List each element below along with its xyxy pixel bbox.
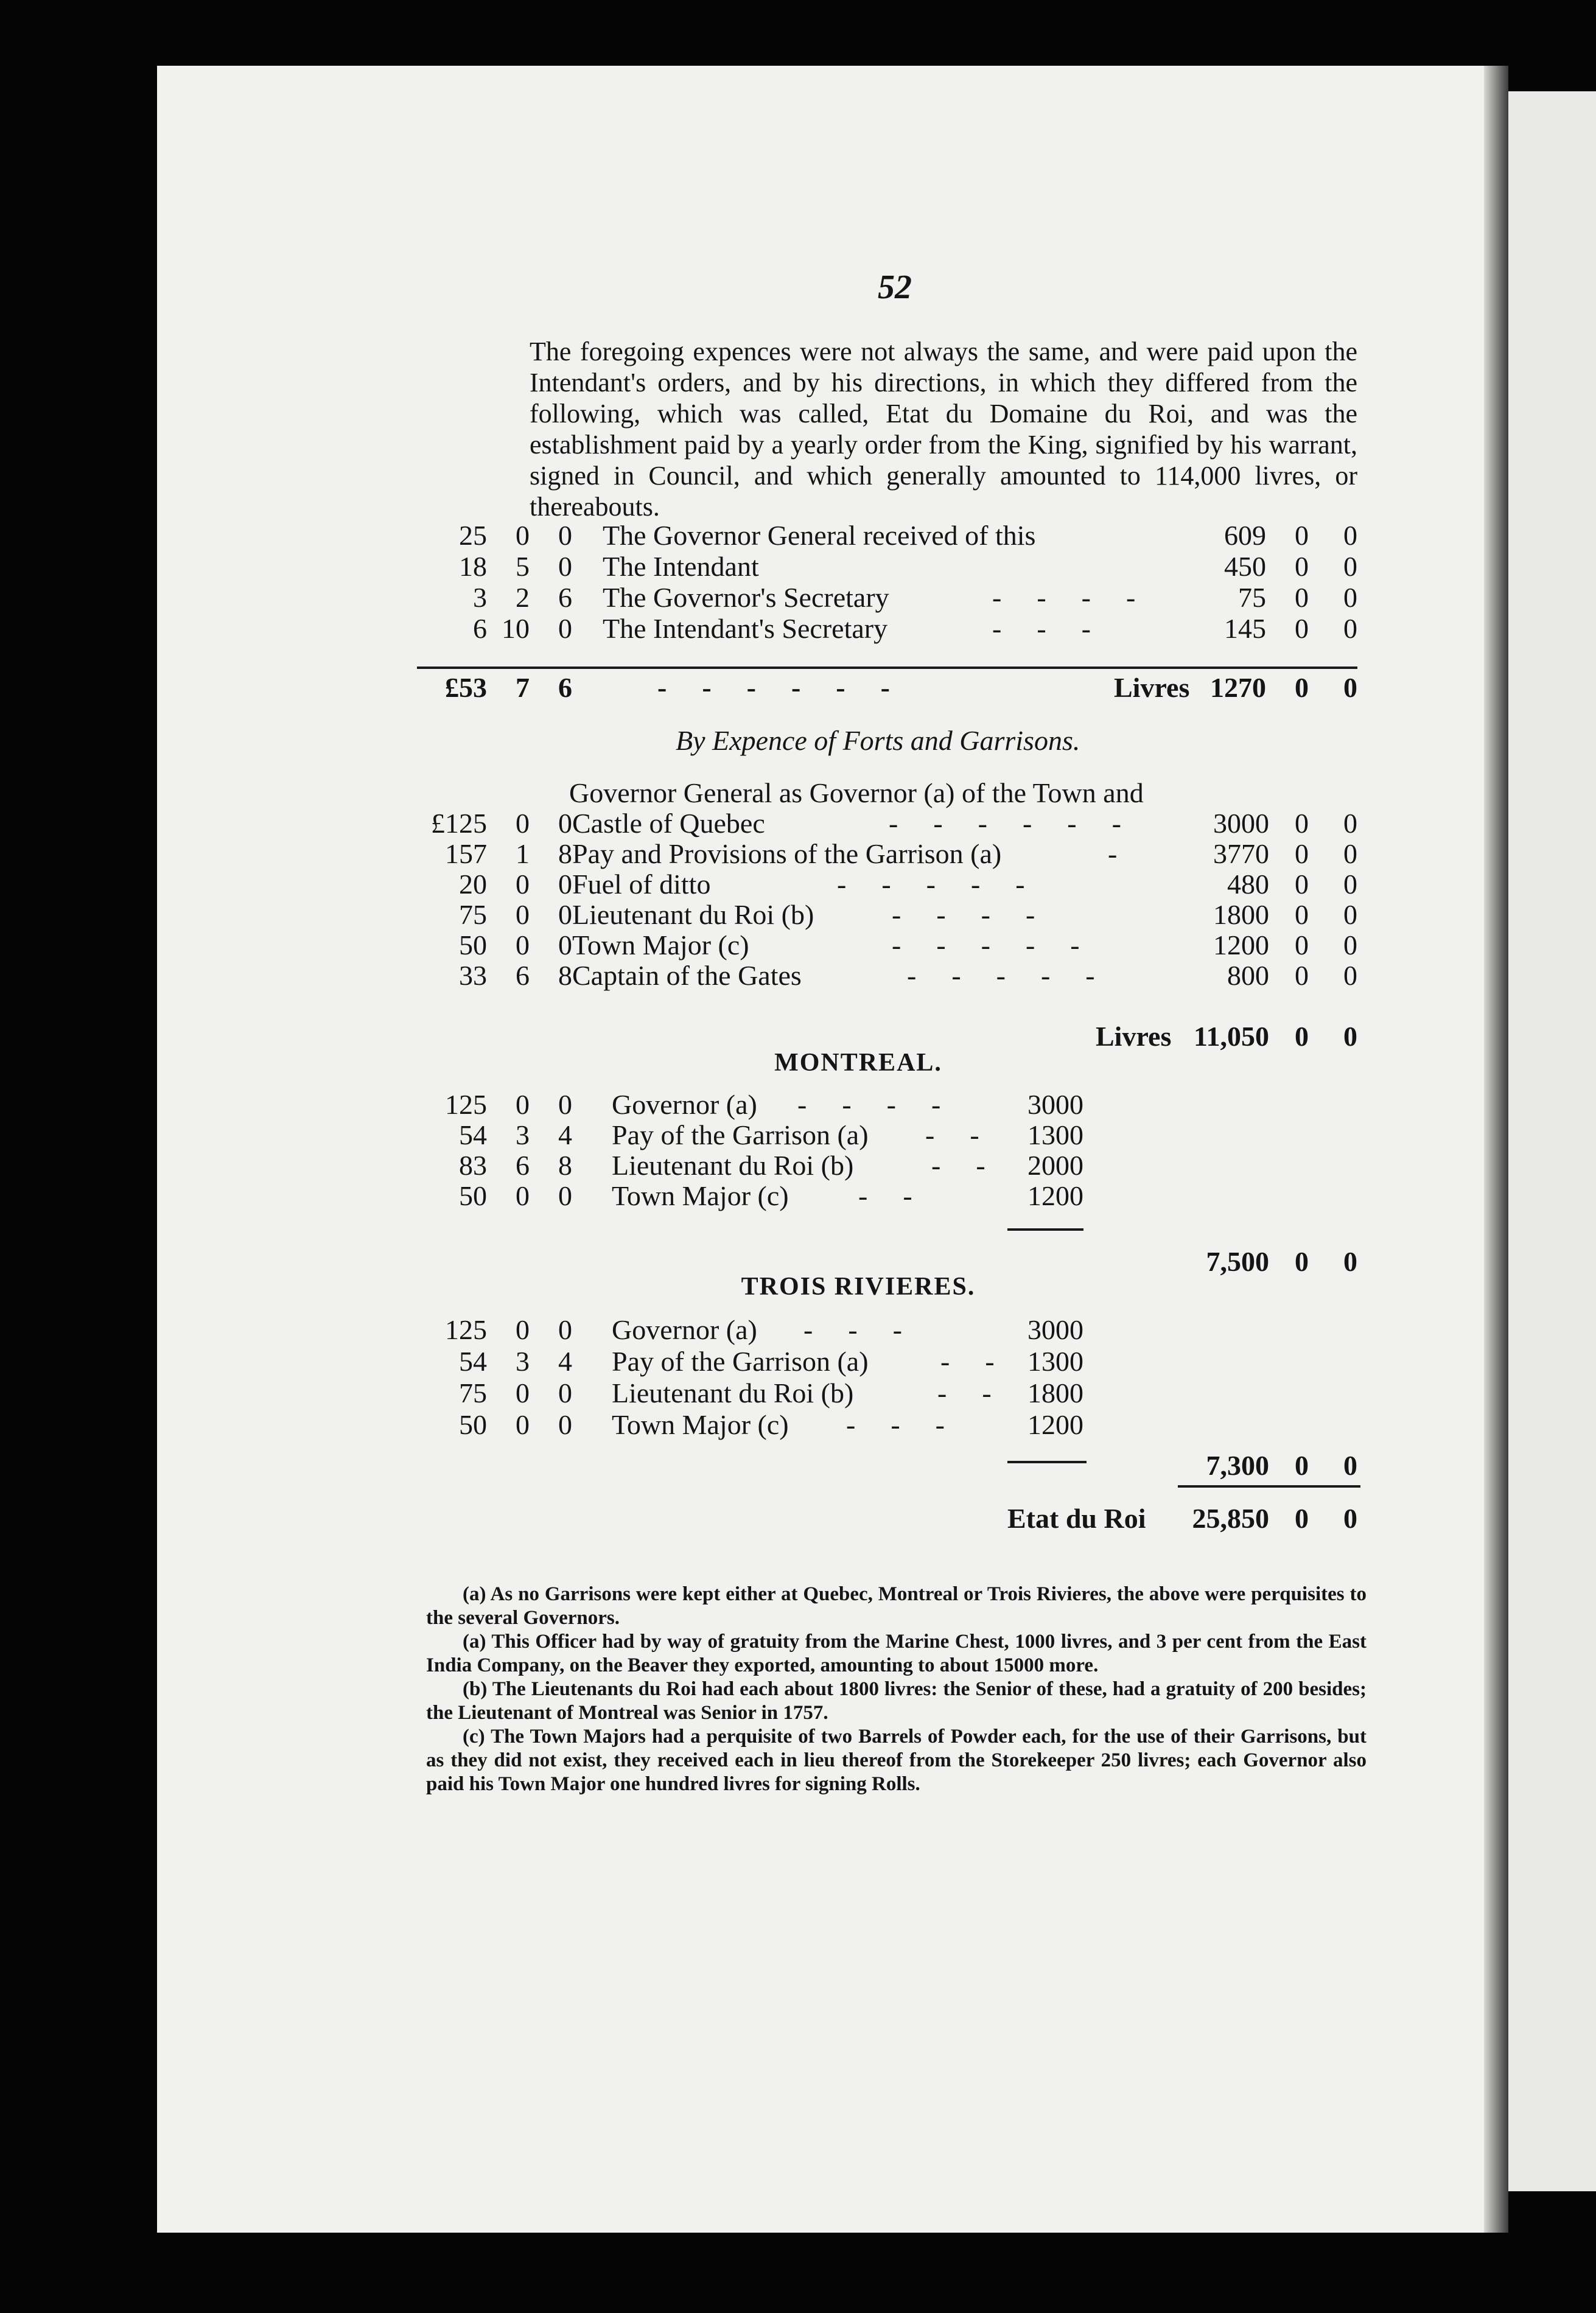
pence-cell: 0 [558,1089,572,1120]
col-b-cell: 0 [1343,520,1357,551]
col-b-cell: 0 [1343,808,1357,839]
col-a-cell: 0 [1295,869,1309,900]
footnote: (b) The Lieutenants du Roi had each about 1800 livres: the Senior of these, had a gratuity of 200 besides; the Lieutenant of Montreal was Senior in 1757. [426,1678,1367,1724]
pence-cell: 0 [558,899,572,930]
livres-cell: 3770 [1213,838,1269,869]
pounds-cell: 25 [459,520,487,551]
pence-cell: 0 [558,551,572,582]
pounds-cell: 3 [473,582,487,613]
total-col-b: 0 [1343,672,1357,703]
leader-dots: ---- [992,582,1171,613]
livres-cell: 3000 [1027,1089,1083,1120]
livres-cell: 1800 [1027,1377,1083,1408]
pounds-cell: 50 [459,1180,487,1211]
shillings-cell: 2 [516,582,530,613]
intro-paragraph: The foregoing expences were not always the same, and were paid upon the Intendant's orders, and by his directions, in which they differed from the following, which was called, Etat du Domaine du Roi, and was the establishment paid by a yearly order from the King, signified by his warrant, signed in Council, and which generally amounted to 114,000 livres, or thereabouts. [530,337,1357,522]
shillings-cell: 0 [516,1314,530,1345]
shillings-cell: 5 [516,551,530,582]
page-gutter-shadow [1484,66,1508,2233]
pounds-cell: 54 [459,1119,487,1150]
montreal-total-b: 0 [1343,1246,1357,1277]
pence-cell: 4 [558,1119,572,1150]
leader-dots: ------ [657,672,925,703]
grand-total-label: Etat du Roi [1007,1503,1146,1534]
pounds-cell: 33 [459,960,487,991]
col-b-cell: 0 [1343,582,1357,613]
shillings-cell: 0 [516,869,530,900]
leader-dots: ---- [892,899,1071,930]
pence-cell: 6 [558,582,572,613]
leader-dots: --- [803,1314,937,1345]
leader-dots: -- [940,1346,1030,1377]
pounds-cell: 54 [459,1346,487,1377]
item-label: Lieutenant du Roi (b) [612,1377,854,1408]
leader-dots: ----- [837,869,1060,900]
page-number: 52 [878,268,912,306]
footnotes [426,1583,1367,1796]
grand-total-livres: 25,850 [1192,1503,1269,1534]
col-b-cell: 0 [1343,838,1357,869]
trois-total-b: 0 [1343,1450,1357,1481]
leader-dots: -- [931,1150,1021,1181]
pence-cell: 0 [558,1377,572,1408]
item-label: Lieutenant du Roi (b) [612,1150,854,1181]
col-b-cell: 0 [1343,613,1357,644]
grand-total-b: 0 [1343,1503,1357,1534]
shillings-cell: 0 [516,520,530,551]
pounds-cell: £125 [431,808,487,839]
pence-cell: 0 [558,1409,572,1440]
montreal-total-livres: 7,500 [1206,1246,1269,1277]
trois-total-livres: 7,300 [1206,1450,1269,1481]
pounds-cell: 83 [459,1150,487,1181]
item-label: The Intendant [603,551,759,582]
forts-heading: By Expence of Forts and Garrisons. [676,725,1080,756]
col-b-cell: 0 [1343,929,1357,961]
shillings-cell: 6 [516,960,530,991]
leader-dots: -- [858,1180,948,1211]
montreal-total-a: 0 [1295,1246,1309,1277]
shillings-cell: 0 [516,1377,530,1408]
footnote: (a) This Officer had by way of gratuity from the Marine Chest, 1000 livres, and 3 per cent from the East India Company, on the Beaver they exported, amounting to about 15000 more. [426,1631,1367,1676]
pence-cell: 0 [558,869,572,900]
leader-dots: ---- [797,1089,976,1120]
pounds-cell: 125 [445,1089,487,1120]
adjacent-page-edge [1508,91,1596,2191]
livres-cell: 1200 [1027,1409,1083,1440]
pence-cell: 0 [558,613,572,644]
pounds-cell: 75 [459,899,487,930]
trois-total-a: 0 [1295,1450,1309,1481]
col-a-cell: 0 [1295,613,1309,644]
livres-cell: 145 [1224,613,1266,644]
total-livres-label: Livres [1114,672,1190,703]
montreal-heading: MONTREAL. [774,1049,942,1077]
pounds-cell: 75 [459,1377,487,1408]
livres-cell: 450 [1224,551,1266,582]
trois-subtotal-rule [1007,1461,1087,1463]
quebec-total-a: 0 [1295,1021,1309,1052]
col-a-cell: 0 [1295,960,1309,991]
leader-dots: -- [925,1119,1015,1150]
item-label: The Governor General received of this [603,520,1036,551]
item-label: Pay of the Garrison (a) [612,1346,869,1377]
livres-cell: 609 [1224,520,1266,551]
item-label: Pay of the Garrison (a) [612,1119,869,1150]
item-label: Captain of the Gates [572,960,802,991]
grand-total-rule [1178,1485,1360,1488]
pence-cell: 0 [558,520,572,551]
total-pence: 6 [558,672,572,703]
col-a-cell: 0 [1295,899,1309,930]
item-label: Castle of Quebec [572,808,765,839]
shillings-cell: 3 [516,1346,530,1377]
item-label: Fuel of ditto [572,869,711,900]
col-b-cell: 0 [1343,899,1357,930]
leader-dots: - [1108,838,1153,869]
item-label: Town Major (c) [572,929,749,961]
leader-dots: ----- [907,960,1130,991]
pounds-cell: 50 [459,929,487,961]
col-a-cell: 0 [1295,520,1309,551]
total-col-a: 0 [1295,672,1309,703]
pence-cell: 0 [558,1180,572,1211]
leader-dots: -- [937,1377,1027,1408]
total-pounds: £53 [445,672,487,703]
livres-cell: 1300 [1027,1119,1083,1150]
item-label: Town Major (c) [612,1409,789,1440]
pence-cell: 0 [558,808,572,839]
pence-cell: 0 [558,1314,572,1345]
livres-cell: 3000 [1213,808,1269,839]
montreal-subtotal-rule [1007,1228,1083,1231]
shillings-cell: 0 [516,1409,530,1440]
livres-cell: 1200 [1213,929,1269,961]
pence-cell: 0 [558,929,572,961]
col-a-cell: 0 [1295,808,1309,839]
leader-dots: ----- [892,929,1115,961]
livres-cell: 480 [1227,869,1269,900]
trois-rivieres-heading: TROIS RIVIERES. [741,1273,976,1301]
domaine-total-row [0,673,1596,707]
livres-cell: 2000 [1027,1150,1083,1181]
item-label: Lieutenant du Roi (b) [572,899,814,930]
shillings-cell: 0 [516,1089,530,1120]
livres-cell: 1300 [1027,1346,1083,1377]
quebec-total-livres: 11,050 [1194,1021,1269,1052]
item-label: Governor (a) [612,1314,757,1345]
shillings-cell: 0 [516,1180,530,1211]
shillings-cell: 3 [516,1119,530,1150]
pence-cell: 8 [558,1150,572,1181]
shillings-cell: 6 [516,1150,530,1181]
item-label: Town Major (c) [612,1180,789,1211]
col-a-cell: 0 [1295,929,1309,961]
pence-cell: 8 [558,960,572,991]
pounds-cell: 125 [445,1314,487,1345]
quebec-total-b: 0 [1343,1021,1357,1052]
pounds-cell: 18 [459,551,487,582]
shillings-cell: 0 [516,899,530,930]
shillings-cell: 1 [516,838,530,869]
livres-cell: 1800 [1213,899,1269,930]
footnote: (c) The Town Majors had a perquisite of two Barrels of Powder each, for the use of their Garrisons, but as they did not exist, they received each in lieu thereof from the Storekeeper 250 livres; each Governor also paid his Town Major one hundred livres for signing Rolls. [426,1726,1367,1795]
leader-dots: --- [846,1409,980,1440]
livres-cell: 800 [1227,960,1269,991]
item-label: The Governor's Secretary [603,582,889,613]
pence-cell: 4 [558,1346,572,1377]
livres-cell: 3000 [1027,1314,1083,1345]
pounds-cell: 157 [445,838,487,869]
domaine-total-rule [417,667,1357,669]
item-label: The Intendant's Secretary [603,613,888,644]
livres-cell: 1200 [1027,1180,1083,1211]
col-b-cell: 0 [1343,551,1357,582]
col-a-cell: 0 [1295,838,1309,869]
grand-total-a: 0 [1295,1503,1309,1534]
item-label: Governor (a) [612,1089,757,1120]
pounds-cell: 6 [473,613,487,644]
footnote: (a) As no Garrisons were kept either at Quebec, Montreal or Trois Rivieres, the above were perquisites to the several Governors. [426,1583,1367,1629]
leader-dots: --- [992,613,1126,644]
quebec-livres-label: Livres [1096,1021,1172,1052]
col-b-cell: 0 [1343,869,1357,900]
pounds-cell: 50 [459,1409,487,1440]
livres-cell: 75 [1238,582,1266,613]
leader-dots: ------ [889,808,1157,839]
col-a-cell: 0 [1295,551,1309,582]
pence-cell: 8 [558,838,572,869]
shillings-cell: 0 [516,929,530,961]
total-livres: 1270 [1210,672,1266,703]
shillings-cell: 0 [516,808,530,839]
quebec-title-line: Governor General as Governor (a) of the Town and [569,777,1144,808]
shillings-cell: 10 [502,613,530,644]
total-shillings: 7 [516,672,530,703]
pounds-cell: 20 [459,869,487,900]
item-label: Pay and Provisions of the Garrison (a) [572,838,1002,869]
col-b-cell: 0 [1343,960,1357,991]
col-a-cell: 0 [1295,582,1309,613]
